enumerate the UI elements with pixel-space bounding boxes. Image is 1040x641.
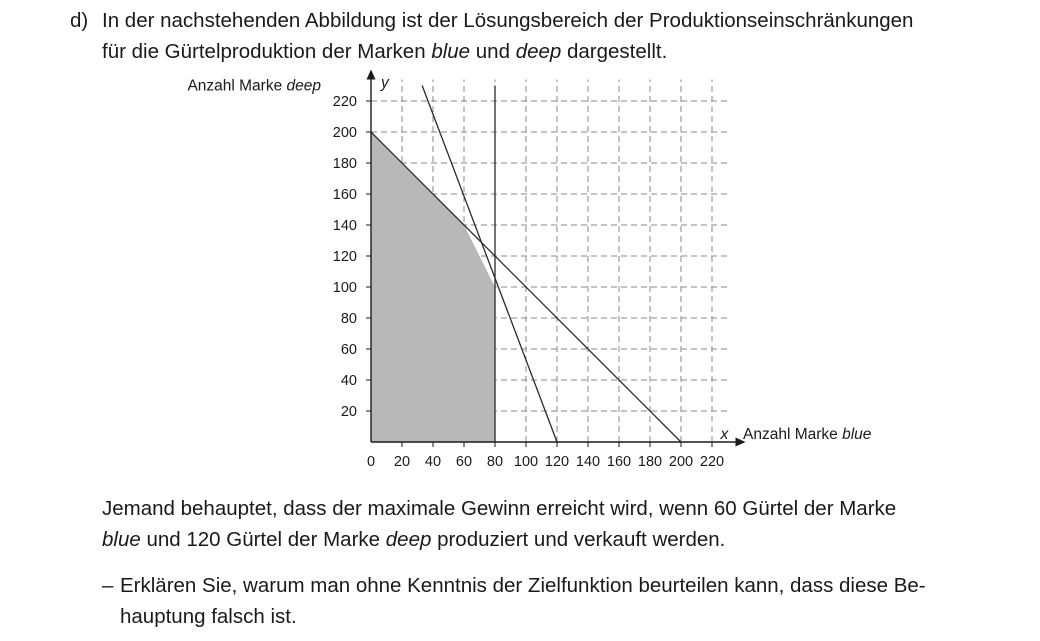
claim-text [102,493,1002,555]
y-tick-label-140: 140 [332,218,357,234]
x-tick-label-100: 100 [513,454,539,470]
claim-line-2: blue und 120 Gürtel der Marke deep produziert und verkauft werden. [102,528,726,551]
x-tick-label-80: 80 [486,454,504,470]
task-line-2: hauptung falsch ist. [120,605,297,628]
y-tick-label-120: 120 [332,249,357,265]
y-tick-label-60: 60 [340,342,357,358]
brand-blue: blue [431,40,471,63]
x-tick-label-20: 20 [393,454,411,470]
claim-line-1: Jemand behauptet, dass der maximale Gewinn erreicht wird, wenn 60 Gürtel der Marke [102,497,897,520]
intro-line-1: In der nachstehenden Abbildung ist der Lösungsbereich der Produktionseinschränkungen [102,9,914,32]
task-label: d) [70,9,89,32]
x-tick-label-220: 220 [699,454,725,470]
brand-deep: deep [515,40,562,63]
x-axis-label: Anzahl Marke blue [743,426,872,443]
y-tick-label-80: 80 [340,311,357,327]
x-tick-label-180: 180 [637,454,663,470]
x-tick-label-40: 40 [424,454,442,470]
x-tick-label-60: 60 [455,454,473,470]
y-axis-arrowhead [367,70,376,80]
intro-line-2: für die Gürtelproduktion der Marken blue und deep dargestellt. [102,40,668,63]
y-axis-name: y [381,74,389,92]
x-tick-label-120: 120 [544,454,570,470]
x-tick-label-200: 200 [668,454,694,470]
y-tick-label-20: 20 [340,404,357,420]
y-tick-label-220: 220 [332,94,357,110]
x-tick-label-0: 0 [366,454,376,470]
task-line-1: Erklären Sie, warum man ohne Kenntnis der Zielfunktion beurteilen kann, dass diese Be- [120,574,926,597]
x-tick-label-140: 140 [575,454,601,470]
y-tick-label-100: 100 [332,280,357,296]
y-tick-label-160: 160 [332,187,357,203]
y-tick-label-180: 180 [332,156,357,172]
y-tick-label-200: 200 [332,125,357,141]
y-axis-label: Anzahl Marke deep [187,77,321,95]
x-tick-label-160: 160 [606,454,632,470]
x-axis-name: x [720,426,729,443]
task-bullet: – [102,574,114,597]
task-text [120,570,1000,632]
y-tick-label-40: 40 [340,373,357,389]
